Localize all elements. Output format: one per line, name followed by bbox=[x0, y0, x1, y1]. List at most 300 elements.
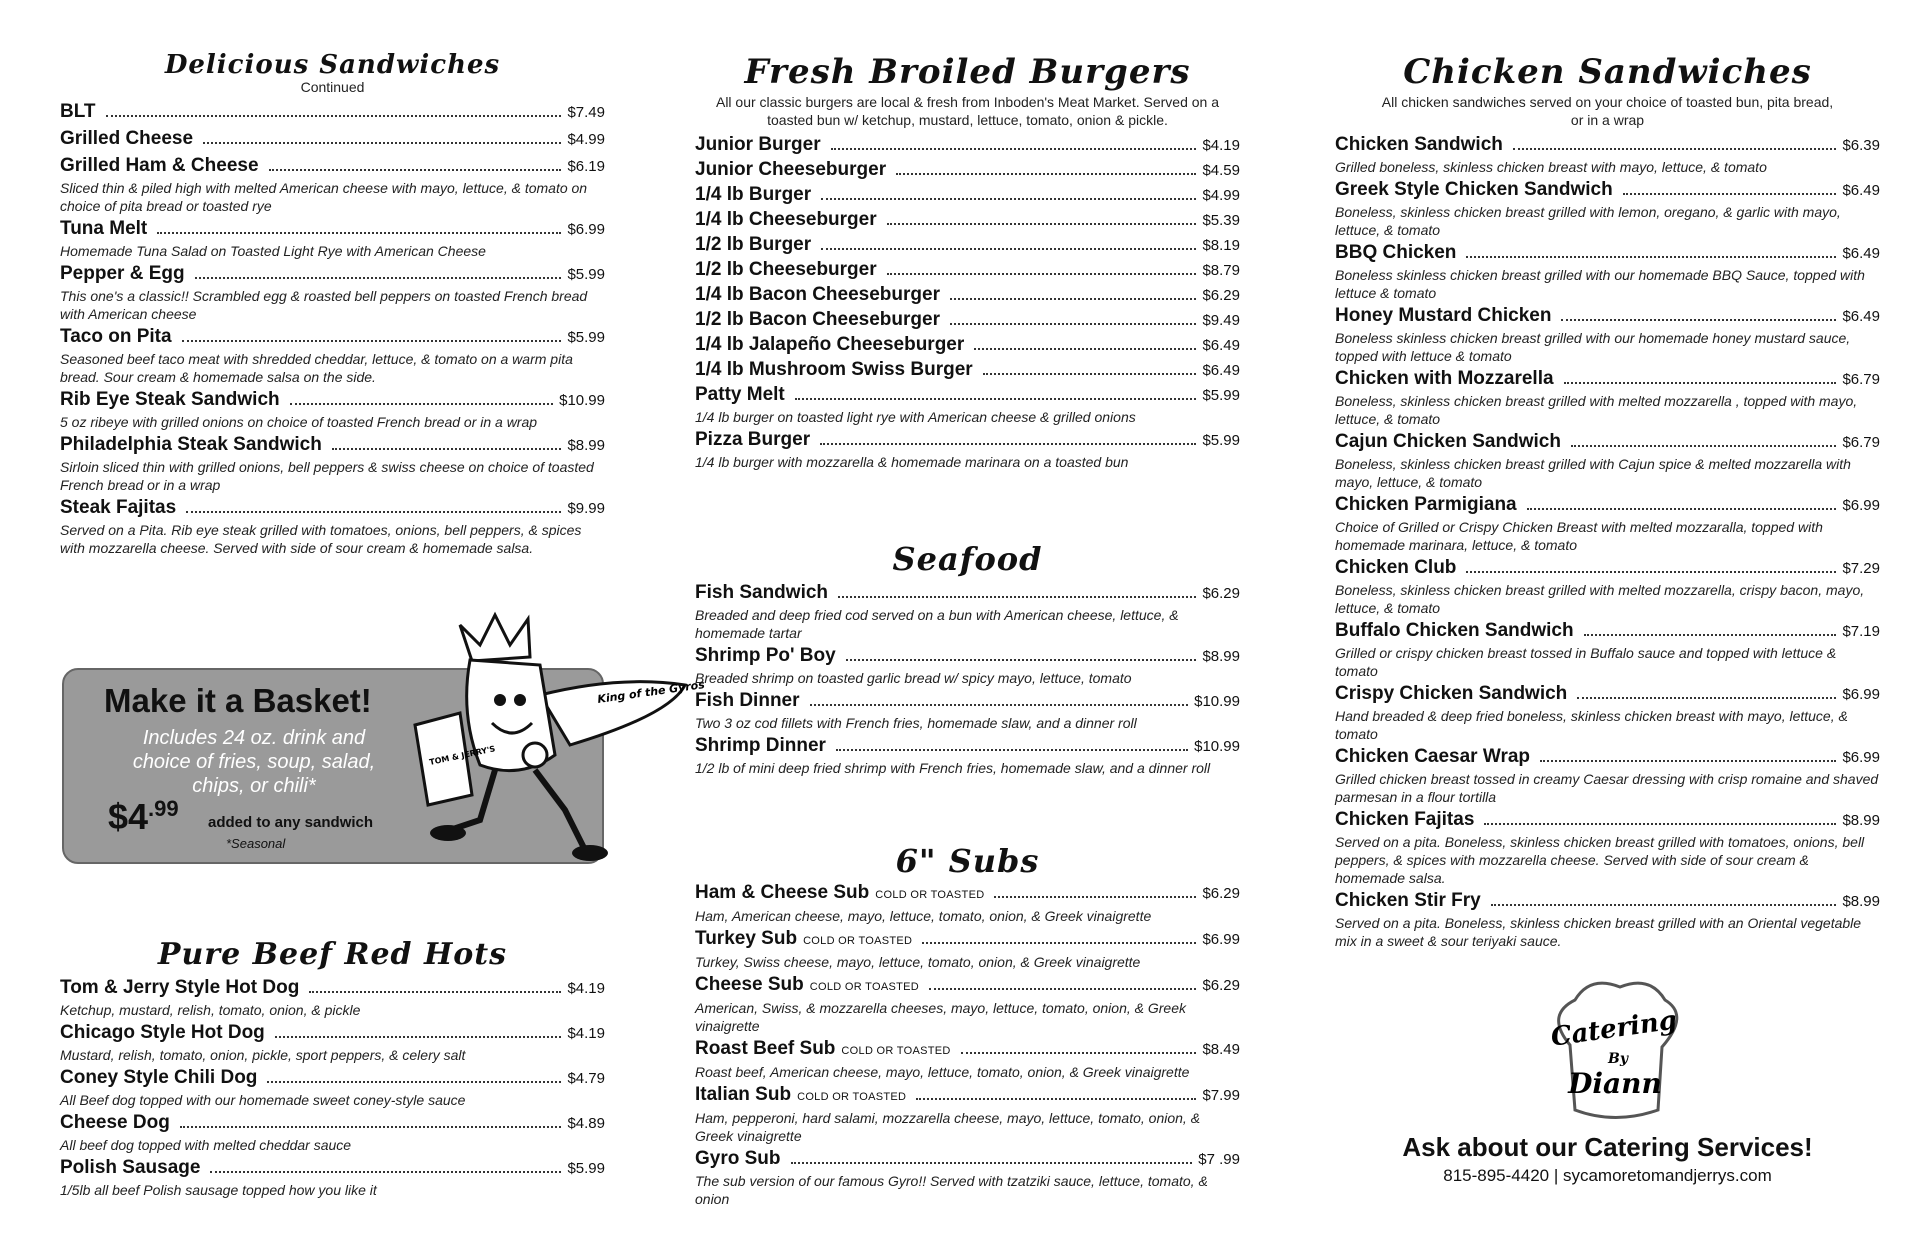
dot-leader bbox=[821, 198, 1196, 200]
menu-item-price: $4.19 bbox=[1202, 137, 1240, 154]
menu-item-description: All Beef dog topped with our homemade sweet coney-style sauce bbox=[60, 1092, 466, 1108]
menu-item-line bbox=[1335, 493, 1880, 518]
dot-leader bbox=[332, 448, 562, 450]
basket-added-text: added to any sandwich bbox=[208, 814, 374, 831]
menu-item-line bbox=[695, 283, 1240, 308]
menu-item-name-text: Chicken Club bbox=[1335, 557, 1457, 578]
menu-item-description: Served on a pita. Boneless, skinless chicken breast grilled with an Oriental vegetable mix in a sweet & sour teriyaki sauce. bbox=[1335, 915, 1862, 949]
menu-item-line bbox=[1335, 304, 1880, 329]
menu-item-name bbox=[60, 100, 96, 124]
menu-item bbox=[60, 154, 605, 215]
menu-item-note: COLD OR TOASTED bbox=[797, 1091, 907, 1103]
dot-leader bbox=[182, 340, 562, 342]
delicious-subtitle: Continued bbox=[300, 79, 365, 95]
dot-leader bbox=[1484, 823, 1836, 825]
menu-item-name bbox=[695, 689, 800, 713]
dot-leader bbox=[1513, 148, 1837, 150]
menu-item-name bbox=[695, 644, 836, 668]
menu-item bbox=[60, 127, 605, 152]
menu-item-line bbox=[695, 973, 1240, 999]
menu-item-name-text: Chicken Fajitas bbox=[1335, 809, 1475, 830]
menu-item-name-text: Chicken Caesar Wrap bbox=[1335, 746, 1531, 767]
menu-item-name bbox=[1335, 133, 1503, 157]
menu-item-name-text: Italian Sub bbox=[695, 1084, 792, 1105]
burgers-subtitle: All our classic burgers are local & fresh from Inboden's Meat Market. Served on a toasted bun w/ ketchup, mustard, lettuce, tomato, onion & pickle. bbox=[715, 94, 1219, 128]
menu-item-line bbox=[1335, 241, 1880, 266]
menu-item-line bbox=[695, 358, 1240, 383]
menu-item-note: COLD OR TOASTED bbox=[841, 1045, 951, 1057]
menu-item-name bbox=[1335, 367, 1554, 391]
menu-item-line bbox=[695, 644, 1240, 669]
menu-item-description: Sirloin sliced thin with grilled onions, bell peppers & swiss cheese on choice of toasted French bread or in a wrap bbox=[60, 459, 594, 493]
menu-item-description: All beef dog topped with melted cheddar sauce bbox=[60, 1137, 352, 1153]
menu-item-name bbox=[1335, 493, 1517, 517]
dot-leader bbox=[983, 373, 1197, 375]
menu-item bbox=[1335, 619, 1880, 680]
menu-item-price: $6.39 bbox=[1842, 137, 1880, 154]
dot-leader bbox=[275, 1036, 562, 1038]
menu-item-description: Boneless, skinless chicken breast grilled with melted mozzarella , topped with mayo, lettuce, & tomato bbox=[1335, 393, 1858, 427]
menu-item bbox=[695, 689, 1240, 732]
menu-item-description: Grilled boneless, skinless chicken breast with mayo, lettuce, & tomato bbox=[1335, 159, 1767, 175]
menu-item-description: Boneless skinless chicken breast grilled with our homemade BBQ Sauce, topped with lettuce & tomato bbox=[1335, 267, 1865, 301]
menu-item-name-text: Shrimp Po' Boy bbox=[695, 645, 836, 666]
menu-item-name bbox=[60, 433, 322, 457]
menu-item-price: $6.49 bbox=[1842, 182, 1880, 199]
dot-leader bbox=[1491, 904, 1837, 906]
column-left bbox=[60, 0, 605, 557]
menu-item-line bbox=[60, 325, 605, 350]
menu-item-line bbox=[60, 1066, 605, 1091]
menu-item-line bbox=[60, 433, 605, 458]
menu-item bbox=[695, 158, 1240, 183]
menu-item-description: Ketchup, mustard, relish, tomato, onion, & pickle bbox=[60, 1002, 361, 1018]
menu-item-name bbox=[60, 976, 299, 1000]
menu-item-description: Ham, pepperoni, hard salami, mozzarella cheese, mayo, lettuce, tomato, onion, & Greek vinaigrette bbox=[695, 1110, 1201, 1144]
menu-item-price: $8.19 bbox=[1202, 237, 1240, 254]
menu-item-price: $4.19 bbox=[567, 980, 605, 997]
menu-item-name-text: Polish Sausage bbox=[60, 1157, 201, 1178]
menu-item-line bbox=[695, 689, 1240, 714]
menu-item-name-text: Roast Beef Sub bbox=[695, 1038, 836, 1059]
menu-item-line bbox=[695, 133, 1240, 158]
dot-leader bbox=[950, 323, 1196, 325]
menu-item-price: $6.49 bbox=[1202, 362, 1240, 379]
menu-item-name bbox=[60, 154, 259, 178]
menu-item bbox=[695, 333, 1240, 358]
menu-item-name-text: Cheese Sub bbox=[695, 974, 804, 995]
menu-item-name-text: Crispy Chicken Sandwich bbox=[1335, 683, 1568, 704]
menu-item-line bbox=[1335, 367, 1880, 392]
mascot-bag-text: TOM & JERRY'S bbox=[428, 744, 497, 767]
menu-item-name bbox=[695, 1037, 951, 1063]
menu-item bbox=[695, 1037, 1240, 1081]
menu-item-name-text: 1/4 lb Mushroom Swiss Burger bbox=[695, 359, 973, 380]
menu-item-description: Boneless, skinless chicken breast grilled with Cajun spice & melted mozzarella with mayo, lettuce, & tomato bbox=[1335, 456, 1851, 490]
menu-item-name-text: 1/2 lb Cheeseburger bbox=[695, 259, 877, 280]
menu-item-name bbox=[60, 1066, 257, 1090]
menu-item-line bbox=[1335, 430, 1880, 455]
menu-item-line bbox=[1335, 808, 1880, 833]
menu-item-price: $7.29 bbox=[1842, 560, 1880, 577]
redhots-title: Pure Beef Red Hots bbox=[157, 937, 508, 972]
menu-item-name-text: Chicken Parmigiana bbox=[1335, 494, 1517, 515]
menu-item-name bbox=[1335, 808, 1474, 832]
menu-item-price: $6.29 bbox=[1202, 977, 1240, 994]
menu-item-name bbox=[695, 158, 886, 182]
menu-item-line bbox=[60, 127, 605, 152]
dot-leader bbox=[887, 223, 1197, 225]
menu-item-line bbox=[1335, 682, 1880, 707]
menu-item-name bbox=[695, 208, 877, 232]
redhots-section bbox=[60, 937, 605, 1199]
menu-item bbox=[1335, 808, 1880, 887]
menu-item-price: $8.99 bbox=[1202, 648, 1240, 665]
menu-item-price: $7.19 bbox=[1842, 623, 1880, 640]
menu-item-description: Grilled chicken breast tossed in creamy Caesar dressing with crisp romaine and shaved parmesan in a flour tortilla bbox=[1335, 771, 1879, 805]
menu-item-price: $7.49 bbox=[567, 104, 605, 121]
menu-item bbox=[1335, 430, 1880, 491]
menu-item-line bbox=[60, 262, 605, 287]
menu-item-description: 1/4 lb burger on toasted light rye with American cheese & grilled onions bbox=[695, 409, 1136, 425]
menu-item-line bbox=[695, 333, 1240, 358]
menu-item bbox=[695, 428, 1240, 471]
menu-item-name-text: Honey Mustard Chicken bbox=[1335, 305, 1552, 326]
menu-item bbox=[1335, 241, 1880, 302]
menu-item-line bbox=[695, 158, 1240, 183]
chicken-list bbox=[1335, 133, 1880, 950]
menu-item-price: $6.79 bbox=[1842, 371, 1880, 388]
menu-item-description: Homemade Tuna Salad on Toasted Light Rye with American Cheese bbox=[60, 243, 486, 259]
dot-leader bbox=[1561, 319, 1836, 321]
menu-item-name-text: Cheese Dog bbox=[60, 1112, 170, 1133]
menu-item-name-text: 1/4 lb Bacon Cheeseburger bbox=[695, 284, 940, 305]
menu-item-name bbox=[60, 262, 185, 286]
basket-seasonal-note: *Seasonal bbox=[226, 836, 286, 851]
dot-leader bbox=[180, 1126, 562, 1128]
menu-item-name-text: Grilled Cheese bbox=[60, 128, 194, 149]
menu-item-name bbox=[1335, 556, 1456, 580]
dot-leader bbox=[290, 403, 553, 405]
menu-item-line bbox=[1335, 619, 1880, 644]
menu-item-name bbox=[695, 1083, 906, 1109]
menu-item-description: Served on a pita. Boneless, skinless chicken breast grilled with tomatoes, onions, bell peppers, & spices with mozzarella cheese. Served with side of sour cream & homemade salsa. bbox=[1335, 834, 1865, 886]
dot-leader bbox=[838, 596, 1196, 598]
menu-item-price: $7.99 bbox=[1202, 1087, 1240, 1104]
menu-item-price: $5.99 bbox=[567, 266, 605, 283]
menu-item-name-text: Steak Fajitas bbox=[60, 497, 177, 518]
menu-item-price: $6.29 bbox=[1202, 885, 1240, 902]
menu-item-name bbox=[60, 1021, 265, 1045]
menu-item-line bbox=[60, 217, 605, 242]
menu-item-name-text: Cajun Chicken Sandwich bbox=[1335, 431, 1561, 452]
menu-item-line bbox=[60, 388, 605, 413]
menu-item bbox=[695, 208, 1240, 233]
menu-item-price: $5.99 bbox=[1202, 432, 1240, 449]
menu-item-name-text: 1/2 lb Burger bbox=[695, 234, 812, 255]
gyro-king-mascot bbox=[420, 605, 706, 885]
menu-item-price: $5.99 bbox=[1202, 387, 1240, 404]
dot-leader bbox=[846, 659, 1197, 661]
menu-item bbox=[60, 1021, 605, 1064]
menu-item-name bbox=[1335, 178, 1613, 202]
menu-item-price: $4.99 bbox=[567, 131, 605, 148]
menu-item-name bbox=[60, 127, 193, 151]
menu-item-name bbox=[695, 881, 984, 907]
dot-leader bbox=[896, 173, 1196, 175]
catering-contact: 815-895-4420 | sycamoretomandjerrys.com bbox=[1443, 1166, 1772, 1185]
menu-item-line bbox=[695, 1037, 1240, 1063]
menu-item bbox=[1335, 304, 1880, 365]
dot-leader bbox=[922, 942, 1196, 944]
delicious-list bbox=[60, 100, 605, 557]
menu-item bbox=[695, 1147, 1240, 1208]
menu-item-name bbox=[1335, 304, 1551, 328]
menu-item-name bbox=[695, 308, 940, 332]
dot-leader bbox=[195, 277, 562, 279]
menu-item-price: $6.99 bbox=[1842, 749, 1880, 766]
menu-item-line bbox=[60, 154, 605, 179]
menu-item-price: $8.99 bbox=[567, 437, 605, 454]
menu-item-name bbox=[60, 388, 280, 412]
menu-item-name-text: Tom & Jerry Style Hot Dog bbox=[60, 977, 300, 998]
menu-item-description: 5 oz ribeye with grilled onions on choice of toasted French bread or in a wrap bbox=[60, 414, 538, 430]
menu-item bbox=[695, 133, 1240, 158]
dot-leader bbox=[821, 248, 1196, 250]
menu-item bbox=[695, 258, 1240, 283]
menu-item-name-text: Greek Style Chicken Sandwich bbox=[1335, 179, 1613, 200]
menu-item bbox=[695, 734, 1240, 777]
basket-price-main: $4 bbox=[108, 796, 149, 837]
menu-item-name-text: BLT bbox=[60, 101, 96, 122]
menu-item-name-text: Tuna Melt bbox=[60, 218, 148, 239]
column-right bbox=[1335, 0, 1880, 950]
menu-item-name bbox=[1335, 889, 1481, 913]
menu-item-name-text: Taco on Pita bbox=[60, 326, 172, 347]
menu-item bbox=[1335, 889, 1880, 950]
menu-item-name bbox=[1335, 745, 1530, 769]
menu-item-line bbox=[60, 1111, 605, 1136]
menu-item-description: Boneless, skinless chicken breast grilled with lemon, oregano, & garlic with mayo, lettuce, & tomato bbox=[1335, 204, 1841, 238]
dot-leader bbox=[1577, 697, 1836, 699]
menu-item-price: $7 .99 bbox=[1198, 1151, 1240, 1168]
menu-item-name bbox=[60, 496, 176, 520]
dot-leader bbox=[1540, 760, 1836, 762]
catering-cta: Ask about our Catering Services! bbox=[1402, 1132, 1813, 1162]
menu-item-price: $8.99 bbox=[1842, 812, 1880, 829]
menu-item-line bbox=[695, 1083, 1240, 1109]
menu-item-name bbox=[60, 325, 172, 349]
seafood-list bbox=[695, 581, 1240, 777]
logo-line2: By bbox=[1608, 1051, 1628, 1067]
menu-item-name-text: 1/4 lb Jalapeño Cheeseburger bbox=[695, 334, 965, 355]
menu-item-name-text: Turkey Sub bbox=[695, 928, 798, 949]
menu-item-price: $6.29 bbox=[1202, 585, 1240, 602]
menu-item-name-text: Buffalo Chicken Sandwich bbox=[1335, 620, 1574, 641]
menu-item-line bbox=[695, 428, 1240, 453]
menu-item bbox=[60, 1111, 605, 1154]
dot-leader bbox=[1584, 634, 1837, 636]
menu-item bbox=[695, 358, 1240, 383]
menu-item-description: Breaded shrimp on toasted garlic bread w/ spicy mayo, lettuce, tomato bbox=[695, 670, 1132, 686]
menu-item-name bbox=[1335, 682, 1567, 706]
catering-logo bbox=[1540, 975, 1690, 1130]
dot-leader bbox=[157, 232, 561, 234]
burgers-list bbox=[695, 133, 1240, 471]
menu-item bbox=[695, 1083, 1240, 1145]
menu-item bbox=[695, 383, 1240, 426]
menu-item-price: $10.99 bbox=[1194, 693, 1240, 710]
menu-item-name-text: Patty Melt bbox=[695, 384, 785, 405]
menu-item-name-text: Ham & Cheese Sub bbox=[695, 882, 870, 903]
menu-item-price: $4.79 bbox=[567, 1070, 605, 1087]
basket-price-cents: .99 bbox=[148, 796, 179, 821]
chicken-title: Chicken Sandwiches bbox=[1403, 52, 1812, 92]
menu-item-price: $4.59 bbox=[1202, 162, 1240, 179]
dot-leader bbox=[1571, 445, 1837, 447]
burgers-title: Fresh Broiled Burgers bbox=[744, 52, 1191, 92]
subs-list bbox=[695, 881, 1240, 1208]
dot-leader bbox=[929, 988, 1196, 990]
menu-item-price: $6.99 bbox=[1842, 686, 1880, 703]
menu-item-price: $6.99 bbox=[1202, 931, 1240, 948]
menu-item-name bbox=[695, 428, 810, 452]
menu-item-line bbox=[695, 383, 1240, 408]
menu-item bbox=[695, 881, 1240, 925]
menu-item-price: $6.49 bbox=[1842, 245, 1880, 262]
dot-leader bbox=[831, 148, 1197, 150]
menu-item-description: Roast beef, American cheese, mayo, lettuce, tomato, onion, & Greek vinaigrette bbox=[695, 1064, 1190, 1080]
menu-item-description: Boneless, skinless chicken breast grilled with melted mozzarella, crispy bacon, mayo, lettuce, & tomato bbox=[1335, 582, 1865, 616]
chicken-subtitle: All chicken sandwiches served on your choice of toasted bun, pita bread, or in a wrap bbox=[1381, 94, 1834, 128]
dot-leader bbox=[210, 1171, 561, 1173]
menu-item-name bbox=[60, 1111, 170, 1135]
menu-item-name-text: Fish Sandwich bbox=[695, 582, 829, 603]
menu-item-description: Turkey, Swiss cheese, mayo, lettuce, tomato, onion, & Greek vinaigrette bbox=[695, 954, 1141, 970]
menu-item-line bbox=[695, 581, 1240, 606]
menu-item-price: $6.99 bbox=[567, 221, 605, 238]
menu-item-name bbox=[695, 383, 785, 407]
menu-item-price: $5.99 bbox=[567, 1160, 605, 1177]
menu-item-name-text: Rib Eye Steak Sandwich bbox=[60, 389, 280, 410]
dot-leader bbox=[791, 1162, 1193, 1164]
menu-item-price: $5.99 bbox=[567, 329, 605, 346]
menu-item-description: Served on a Pita. Rib eye steak grilled with tomatoes, onions, bell peppers, & spices with mozzarella cheese. Served with side of sour cream & homemade salsa. bbox=[60, 522, 582, 556]
menu-item-description: This one's a classic!! Scrambled egg & roasted bell peppers on toasted French bread with American cheese bbox=[60, 288, 588, 322]
menu-item bbox=[60, 1156, 605, 1199]
menu-item-description: Boneless skinless chicken breast grilled with our homemade honey mustard sauce, topped with lettuce & tomato bbox=[1335, 330, 1851, 364]
basket-title: Make it a Basket! bbox=[104, 682, 372, 719]
dot-leader bbox=[974, 348, 1196, 350]
menu-item bbox=[695, 581, 1240, 642]
dot-leader bbox=[1527, 508, 1837, 510]
menu-item bbox=[695, 973, 1240, 1035]
menu-item-description: Breaded and deep fried cod served on a bun with American cheese, lettuce, & homemade tartar bbox=[695, 607, 1179, 641]
menu-item-line bbox=[1335, 178, 1880, 203]
menu-item-name bbox=[695, 1147, 781, 1171]
menu-item bbox=[1335, 133, 1880, 176]
menu-item-name-text: Pepper & Egg bbox=[60, 263, 185, 284]
menu-item bbox=[695, 644, 1240, 687]
menu-item-line bbox=[695, 183, 1240, 208]
menu-item-name bbox=[695, 133, 821, 157]
menu-item-price: $9.49 bbox=[1202, 312, 1240, 329]
dot-leader bbox=[106, 115, 562, 117]
dot-leader bbox=[269, 169, 562, 171]
menu-item-name-text: Philadelphia Steak Sandwich bbox=[60, 434, 322, 455]
dot-leader bbox=[795, 398, 1197, 400]
menu-item-name-text: Shrimp Dinner bbox=[695, 735, 826, 756]
menu-item-name-text: Chicken Sandwich bbox=[1335, 134, 1503, 155]
menu-item-name bbox=[695, 734, 826, 758]
menu-item-name-text: Junior Burger bbox=[695, 134, 821, 155]
menu-item-description: Choice of Grilled or Crispy Chicken Breast with melted mozzaralla, topped with homemade marinara, lettuce, & tomato bbox=[1335, 519, 1823, 553]
menu-item-name-text: 1/4 lb Burger bbox=[695, 184, 812, 205]
basket-description: Includes 24 oz. drink and choice of fries, soup, salad, chips, or chili* bbox=[132, 727, 376, 797]
menu-item-name-text: 1/2 lb Bacon Cheeseburger bbox=[695, 309, 940, 330]
menu-item-price: $10.99 bbox=[559, 392, 605, 409]
menu-item bbox=[60, 433, 605, 494]
menu-item bbox=[60, 262, 605, 323]
menu-item-line bbox=[695, 1147, 1240, 1172]
dot-leader bbox=[1564, 382, 1837, 384]
menu-item-name bbox=[695, 333, 964, 357]
menu-item bbox=[695, 283, 1240, 308]
menu-item-name-text: Junior Cheeseburger bbox=[695, 159, 887, 180]
menu-item-name-text: Pizza Burger bbox=[695, 429, 811, 450]
menu-item bbox=[695, 233, 1240, 258]
menu-item-description: Two 3 oz cod fillets with French fries, homemade slaw, and a dinner roll bbox=[695, 715, 1137, 731]
menu-item-price: $4.89 bbox=[567, 1115, 605, 1132]
menu-item-line bbox=[695, 881, 1240, 907]
menu-item-description: Sliced thin & piled high with melted American cheese with mayo, lettuce, & tomato on choice of pita bread or toasted rye bbox=[60, 180, 588, 214]
dot-leader bbox=[1466, 256, 1836, 258]
menu-item-price: $6.49 bbox=[1842, 308, 1880, 325]
menu-item-line bbox=[1335, 133, 1880, 158]
menu-item-name bbox=[695, 358, 973, 382]
menu-item-name bbox=[1335, 241, 1456, 265]
menu-item-description: Grilled or crispy chicken breast tossed in Buffalo sauce and topped with lettuce & tomato bbox=[1335, 645, 1837, 679]
menu-item-description: Ham, American cheese, mayo, lettuce, tomato, onion, & Greek vinaigrette bbox=[695, 908, 1152, 924]
delicious-title: Delicious Sandwiches bbox=[164, 50, 501, 80]
menu-item bbox=[1335, 556, 1880, 617]
menu-item-name-text: Grilled Ham & Cheese bbox=[60, 155, 259, 176]
menu-item-line bbox=[60, 1156, 605, 1181]
menu-item-description: 1/4 lb burger with mozzarella & homemade marinara on a toasted bun bbox=[695, 454, 1129, 470]
dot-leader bbox=[186, 511, 561, 513]
dot-leader bbox=[309, 991, 561, 993]
menu-item-description: The sub version of our famous Gyro!! Served with tzatziki sauce, lettuce, tomato, & onion bbox=[695, 1173, 1208, 1207]
menu-item-price: $8.99 bbox=[1842, 893, 1880, 910]
menu-item-description: Hand breaded & deep fried boneless, skinless chicken breast with mayo, lettuce, & tomato bbox=[1335, 708, 1848, 742]
menu-item-name bbox=[1335, 430, 1561, 454]
menu-item-price: $5.39 bbox=[1202, 212, 1240, 229]
basket-price bbox=[108, 796, 179, 838]
menu-item-price: $8.49 bbox=[1202, 1041, 1240, 1058]
dot-leader bbox=[1466, 571, 1836, 573]
menu-item-description: 1/2 lb of mini deep fried shrimp with French fries, homemade slaw, and a dinner roll bbox=[695, 760, 1211, 776]
menu-item-note: COLD OR TOASTED bbox=[809, 981, 919, 993]
menu-item-description: 1/5lb all beef Polish sausage topped how you like it bbox=[60, 1182, 377, 1198]
menu-item-name bbox=[695, 183, 811, 207]
menu-item-line bbox=[1335, 889, 1880, 914]
menu-item-line bbox=[1335, 745, 1880, 770]
dot-leader bbox=[950, 298, 1196, 300]
dot-leader bbox=[1623, 193, 1837, 195]
menu-item bbox=[60, 1066, 605, 1109]
logo-line3: Diann bbox=[1568, 1067, 1662, 1100]
menu-item-description: Seasoned beef taco meat with shredded cheddar, lettuce, & tomato on a warm pita bread. Sour cream & homemade salsa on the side. bbox=[60, 351, 573, 385]
